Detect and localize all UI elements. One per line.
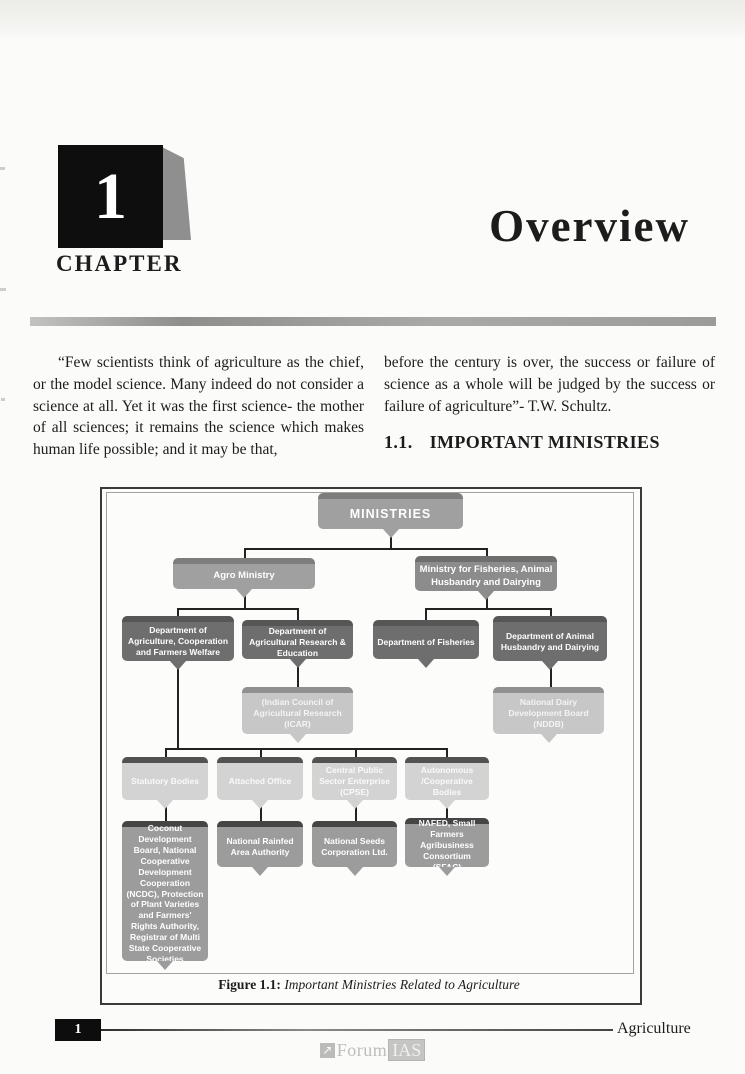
node-label: Central Public Sector Enterprise (CPSE) [319,765,390,797]
node-label: (Indian Council of Agricultural Research (ICAR) [253,697,342,729]
connector [244,548,487,550]
chapter-label: CHAPTER [56,251,183,276]
node-national-rainfed [217,821,303,867]
page-number-box [55,1019,101,1041]
node-dept-fisheries [373,620,479,659]
page-title: Overview [489,201,690,251]
node-icar [242,687,353,734]
node-cpse [312,757,397,800]
connector [177,608,298,610]
forumias-ias-box: IAS [388,1039,425,1061]
figure-caption-label: Figure 1.1: [218,977,281,992]
node-dept-agriculture [122,616,234,661]
node-nafed-sfac [405,818,489,872]
node-label: NAFED, Small Farmers Agribusiness Consortium (SFAC) [418,818,476,872]
intro-paragraph-left: “Few scientists think of agriculture as the chief, or the model science. Many indeed do not consider a science at all. Yet it was the first science- the mother of all sciences; it remains the science which makes human life possible; and it may be that, [33,354,364,459]
intro-right-column [384,352,715,454]
node-label: Department of Animal Husbandry and Dairying [500,630,600,652]
node-statutory-bodies-list [122,821,208,964]
chapter-number-box [58,145,163,248]
node-autonomous-bodies [405,757,489,800]
connector [177,666,179,749]
intro-left-column [33,352,364,461]
scan-artifact [0,167,5,170]
node-attached-office [217,757,303,800]
node-statutory-bodies [122,757,208,800]
node-label: Coconut Development Board, National Cooperative Development Cooperation (NCDC), Protection of Plant Varieties and Farmers' Rights Authority, Registrar of Multi State Cooperative Societies [126,823,204,964]
node-ministry-fisheries [415,556,557,591]
node-label: MINISTRIES [349,507,432,521]
node-dept-animal-husbandry [493,616,607,661]
scan-artifact-band [0,0,745,36]
forumias-watermark [0,1040,745,1061]
node-dept-research [242,620,353,659]
section-heading [384,432,715,454]
node-label: Statutory Bodies [130,776,199,787]
node-label: National Dairy Development Board (NDDB) [508,697,589,729]
node-label: Department of Agricultural Research & Education [249,626,346,658]
node-label: Attached Office [228,776,292,787]
node-label: Department of Fisheries [377,637,475,648]
node-label: Autonomous /Cooperative Bodies [420,765,474,797]
node-label: National Seeds Corporation Ltd. [321,836,388,857]
node-nddb [493,687,604,734]
node-label: Agro Ministry [213,570,275,582]
footer-book-title: Agriculture [617,1020,691,1037]
node-agro-ministry [173,558,315,589]
header-divider [30,317,716,326]
forumias-forum-text: Forum [336,1040,388,1060]
footer-rule [101,1029,613,1031]
intro-paragraph-right: before the century is over, the success or failure of science as a whole will be judged by the success or failure of agriculture”- T.W. Schultz. [384,354,715,415]
figure-caption-text: Important Ministries Related to Agriculture [284,977,520,992]
node-national-seeds [312,821,397,867]
page-number: 1 [74,1022,82,1037]
section-title: IMPORTANT MINISTRIES [429,432,660,453]
node-ministries [318,493,463,529]
node-label: Department of Agriculture, Cooperation and Farmers Welfare [127,625,229,657]
forumias-arrow-icon: ↗ [320,1043,335,1058]
node-label: National Rainfed Area Authority [226,836,294,857]
connector [165,748,447,750]
chapter-number: 1 [94,159,127,233]
chapter-badge-fold [162,147,191,240]
section-number: 1.1. [384,432,413,453]
scan-artifact [1,398,5,401]
connector [425,608,551,610]
node-label: Ministry for Fisheries, Animal Husbandry and Dairying [419,564,553,588]
scan-artifact [0,288,6,291]
figure-caption [100,977,638,993]
